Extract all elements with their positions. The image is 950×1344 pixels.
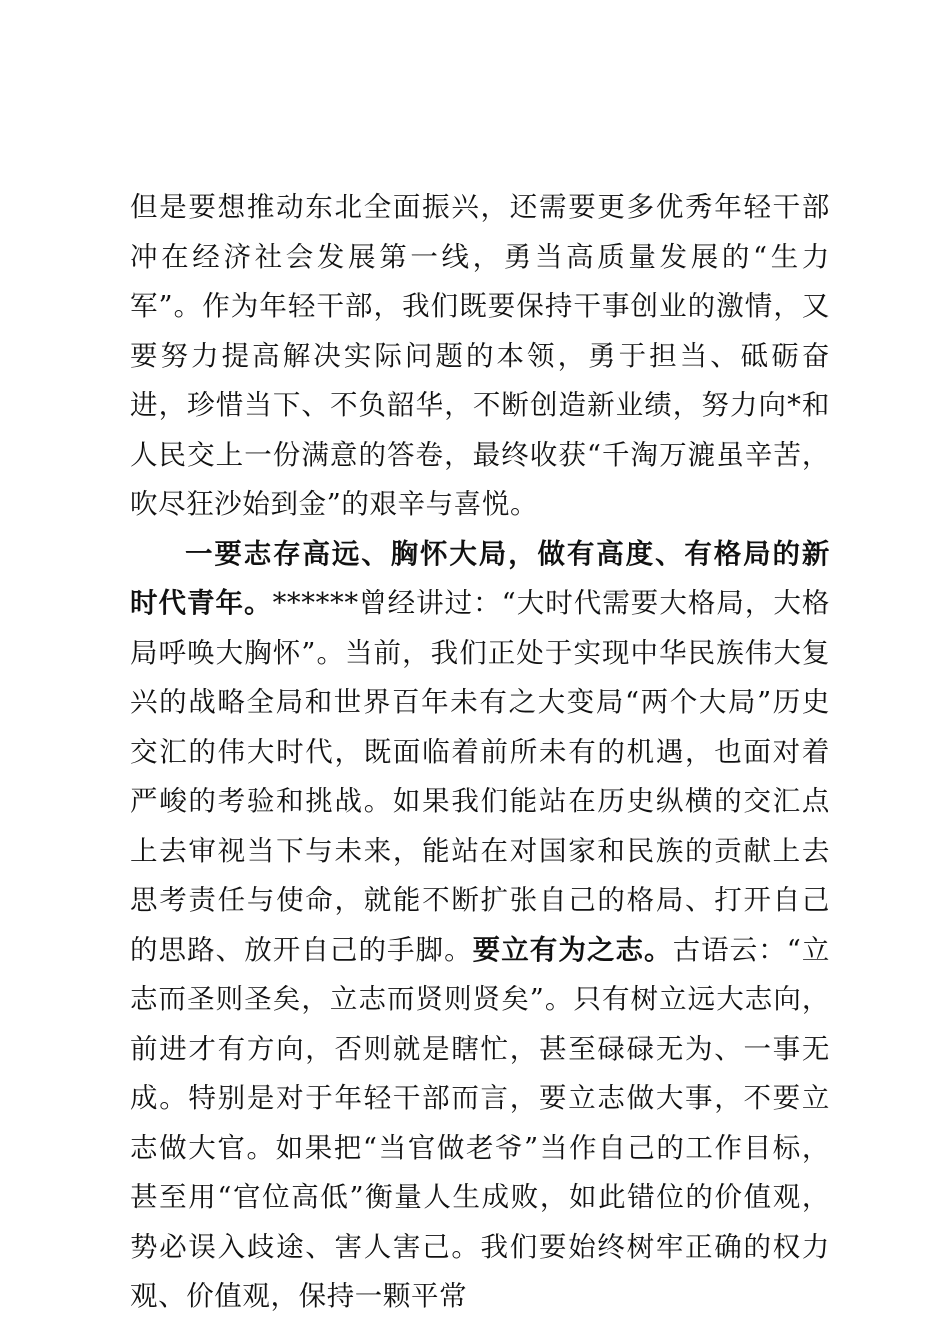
document-body [130,183,830,1322]
paragraph-text: 但是要想推动东北全面振兴，还需要更多优秀年轻干部冲在经济社会发展第一线，勇当高质量发展的“生力军”。作为年轻干部，我们既要保持干事创业的激情，又要努力提高解决实际问题的本领，勇于担当、砥砺奋进，珍惜当下、不负韶华，不断创造新业绩，努力向*和人民交上一份满意的答卷，最终收获“千淘万漉虽辛苦，吹尽狂沙始到金”的艰辛与喜悦。 [130,191,830,520]
paragraph-section-one [130,530,830,1322]
bold-phrase: 要立有为之志。 [472,933,673,966]
paragraph-continuation [130,183,830,530]
paragraph-text: 古语云：“立志而圣则圣矣，立志而贤则贤矣”。只有树立远大志向，前进才有方向，否则就是瞎忙，甚至碌碌无为、一事无成。特别是对于年轻干部而言，要立志做大事，不要立志做大官。如果把“当官做老爷”当作自己的工作目标，甚至用“官位高低”衡量人生成败，如此错位的价值观，势必误入歧途、害人害己。我们要始终树牢正确的权力观、价值观，保持一颗平常 [130,933,830,1312]
section-heading: 一要志存高远、胸怀大局，做有高度、有格局的新时代青年。 [130,537,830,619]
paragraph-text: ******曾经讲过：“大时代需要大格局，大格局呼唤大胸怀”。当前，我们正处于实现中华民族伟大复兴的战略全局和世界百年未有之大变局“两个大局”历史交汇的伟大时代，既面临着前所未有的机遇，也面对着严峻的考验和挑战。如果我们能站在历史纵横的交汇点上去审视当下与未来，能站在对国家和民族的贡献上去思考责任与使命，就能不断扩张自己的格局、打开自己的思路、放开自己的手脚。 [130,587,830,966]
